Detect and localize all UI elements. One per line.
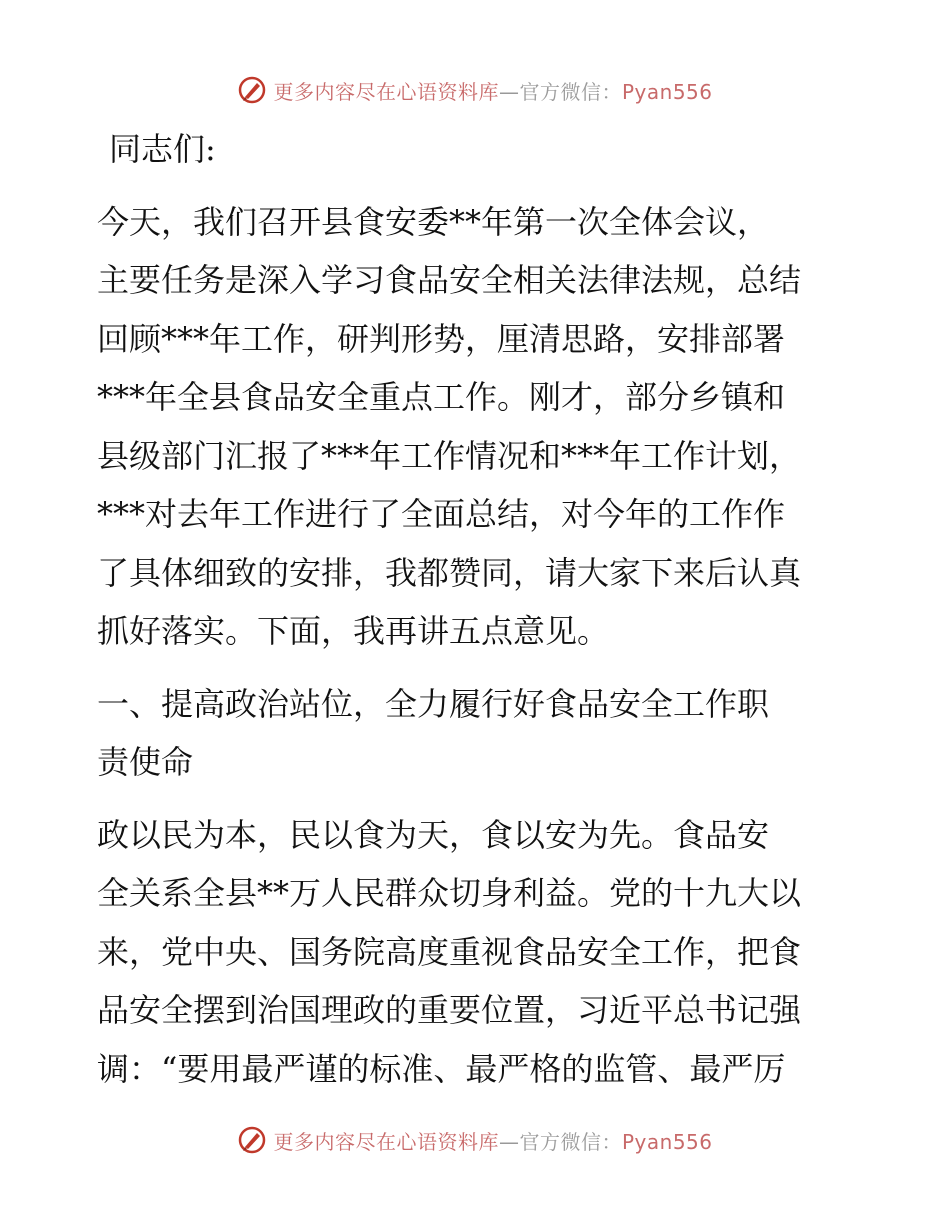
watermark-site: 更多内容尽在心语资料库 xyxy=(273,1129,499,1154)
paragraph-line: 县级部门汇报了***年工作情况和***年工作计划， xyxy=(97,436,802,475)
paragraph-line: 品安全摆到治国理政的重要位置，习近平总书记强 xyxy=(97,991,802,1029)
pen-logo-icon xyxy=(237,1125,267,1155)
header-watermark xyxy=(0,70,950,110)
paragraph-line: 今天，我们召开县食安委**年第一次全体会议， xyxy=(97,202,770,241)
paragraph-line: 调：“要用最严谨的标准、最严格的监管、最严厉 xyxy=(97,1049,786,1088)
paragraph-line: 全关系全县**万人民群众切身利益。党的十九大以 xyxy=(97,874,802,912)
paragraph-line: 政以民为本，民以食为天，食以安为先。食品安 xyxy=(97,815,770,854)
paragraph-line: ***对去年工作进行了全面总结，对今年的工作作 xyxy=(97,495,786,533)
footer-watermark xyxy=(0,1120,950,1160)
watermark-dash: — xyxy=(498,79,520,104)
salutation xyxy=(97,120,857,179)
watermark-label: 官方微信： xyxy=(519,1129,622,1154)
paragraph-line: 抓好落实。下面，我再讲五点意见。 xyxy=(97,612,610,650)
watermark-dash: — xyxy=(498,1129,520,1154)
paragraph-line: 了具体细致的安排，我都赞同，请大家下来后认真 xyxy=(97,553,802,592)
section-heading-1 xyxy=(97,675,857,792)
watermark-text xyxy=(273,1126,712,1155)
watermark-site: 更多内容尽在心语资料库 xyxy=(273,79,499,104)
paragraph-line: 主要任务是深入学习食品安全相关法律法规，总结 xyxy=(97,261,802,299)
watermark-label: 官方微信： xyxy=(519,79,622,104)
salutation-text: 同志们: xyxy=(109,130,216,168)
heading-line: 责使命 xyxy=(97,743,194,781)
paragraph-line: 来，党中央、国务院高度重视食品安全工作，把食 xyxy=(97,932,802,971)
paragraph-intro xyxy=(97,193,857,661)
pen-logo-icon xyxy=(237,75,267,105)
watermark-text xyxy=(273,76,712,105)
document-body xyxy=(97,120,857,1098)
heading-line: 一、提高政治站位，全力履行好食品安全工作职 xyxy=(97,684,770,723)
watermark-id: Pyan556 xyxy=(621,1129,713,1154)
paragraph-section-1 xyxy=(97,806,857,1099)
paragraph-line: 回顾***年工作，研判形势，厘清思路，安排部署 xyxy=(97,319,786,358)
paragraph-line: ***年全县食品安全重点工作。刚才，部分乡镇和 xyxy=(97,378,786,416)
watermark-id: Pyan556 xyxy=(621,79,713,104)
